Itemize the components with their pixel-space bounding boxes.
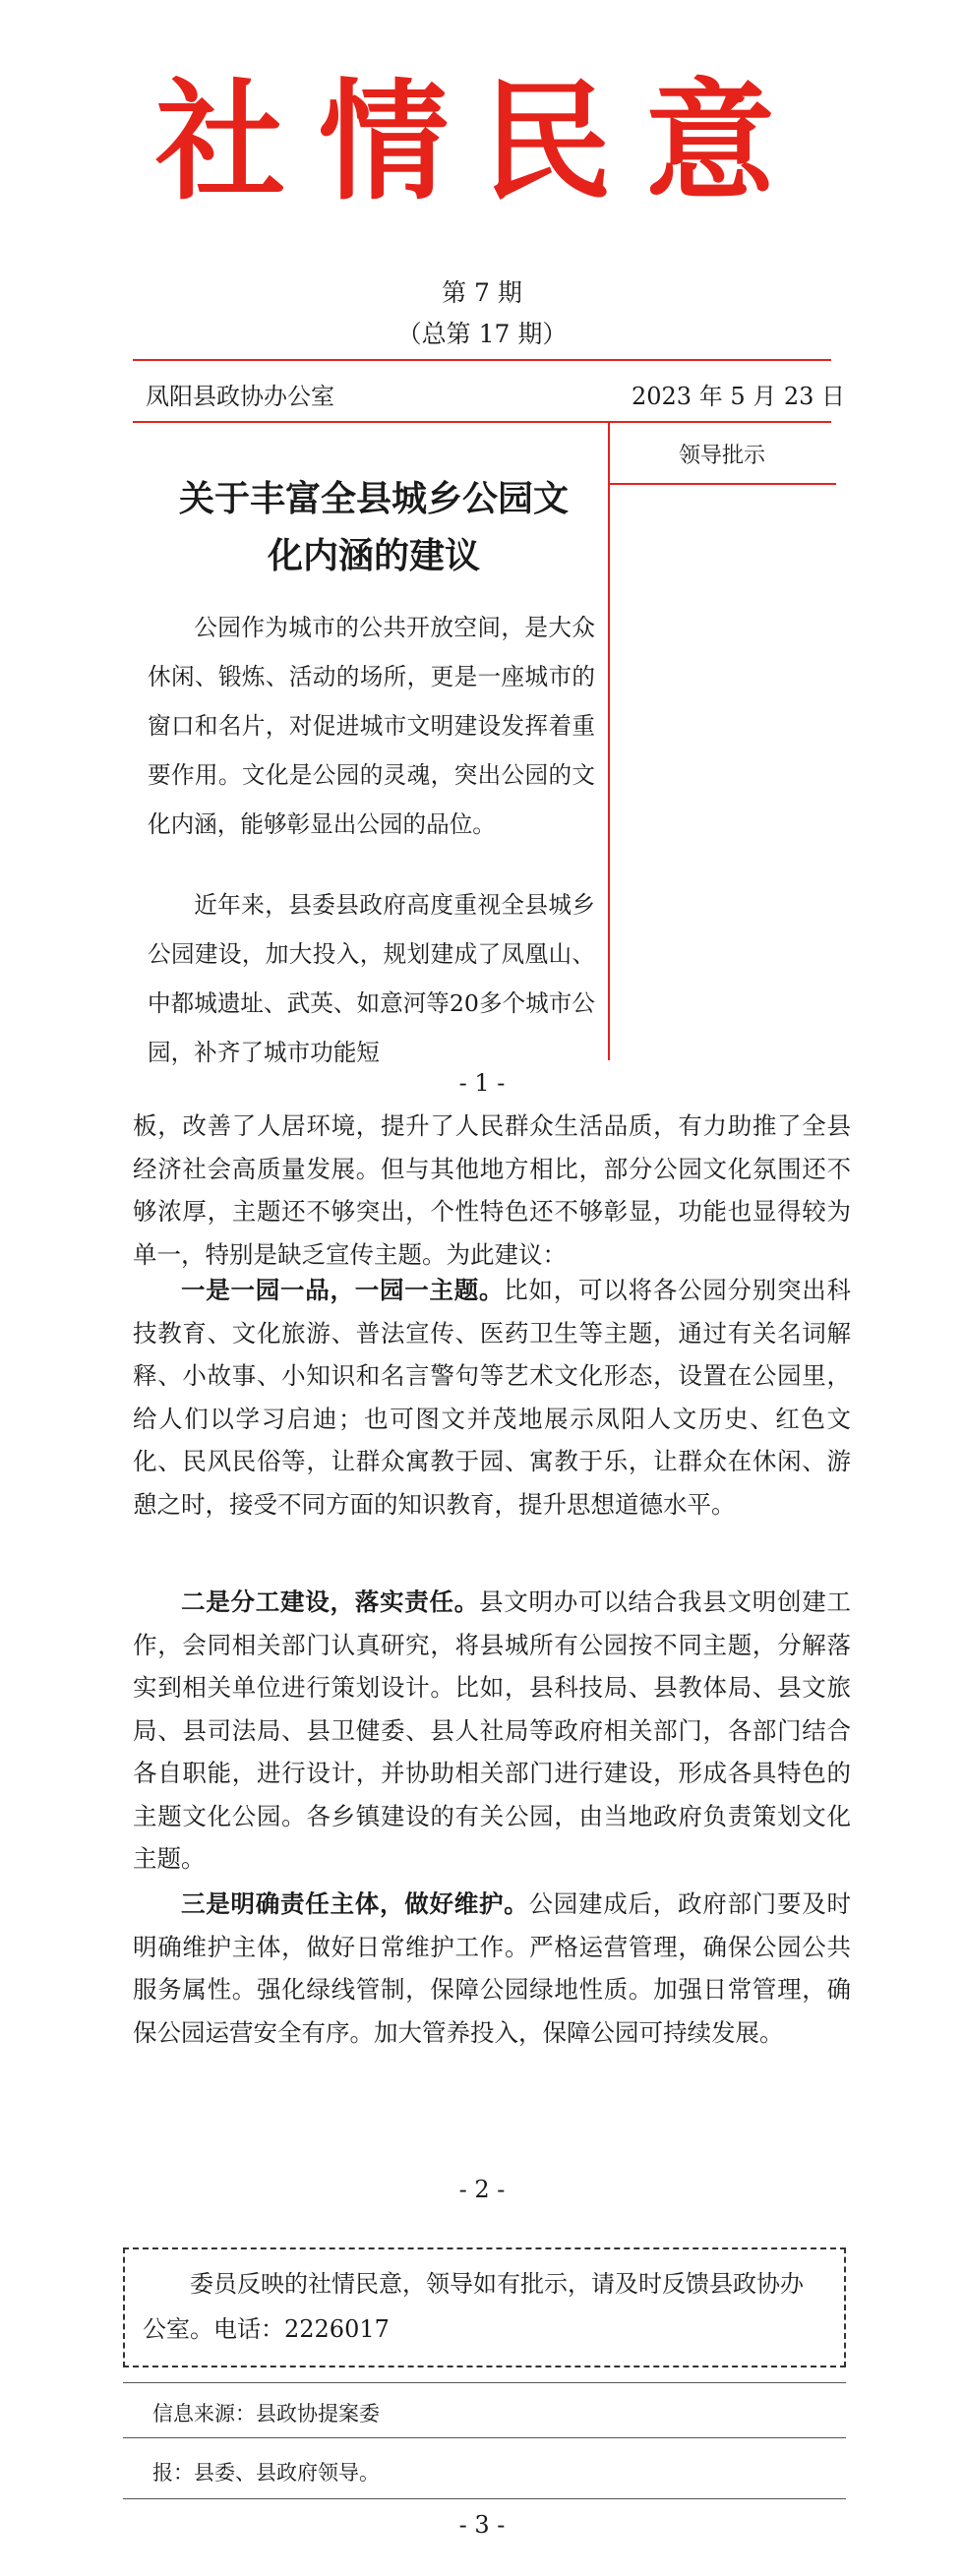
- article-title: [148, 470, 600, 584]
- article-title-line2: 化内涵的建议: [267, 535, 480, 576]
- suggestion-1: [133, 1269, 851, 1526]
- suggestion-3: [133, 1883, 851, 2054]
- suggestion-2-heading: 二是分工建设，落实责任。: [181, 1588, 479, 1616]
- paragraph-2: 近年来，县委县政府高度重视全县城乡公园建设，加大投入，规划建成了凤凰山、中都城遗址、武英、如意河等20多个城市公园，补齐了城市功能短: [148, 891, 595, 1066]
- approval-column-divider: [608, 421, 610, 1060]
- feedback-notice-text: 委员反映的社情民意，领导如有批示，请及时反馈县政协办公室。电话：2226017: [143, 2270, 804, 2343]
- header-bottom-rule: [133, 421, 831, 423]
- suggestion-2-text: 县文明办可以结合我县文明创建工作，会同相关部门认真研究，将县城所有公园按不同主题，分解落实到相关单位进行策划设计。比如，县科技局、县教体局、县文旅局、县司法局、县卫健委、县人社局等政府相关部门，各部门结合各自职能，进行设计，并协助相关部门进行建设，形成各具特色的主题文化公园。各乡镇建设的有关公园，由当地政府负责策划文化主题。: [133, 1588, 851, 1873]
- page-number-3: - 3 -: [458, 2511, 506, 2539]
- issue-total: （总第 17 期）: [396, 320, 568, 348]
- suggestion-1-heading: 一是一园一品，一园一主题。: [181, 1276, 505, 1304]
- suggestion-3-text: 公园建成后，政府部门要及时明确维护主体，做好日常维护工作。严格运营管理，确保公园公共服务属性。强化绿线管制，保障公园绿地性质。加强日常管理，确保公园运营安全有序。加大管养投入，保障公园可持续发展。: [133, 1889, 851, 2047]
- suggestion-3-heading: 三是明确责任主体，做好维护。: [181, 1889, 529, 1918]
- header-date: 2023 年 5 月 23 日: [632, 383, 846, 410]
- approval-label: 领导批示: [679, 444, 766, 468]
- footer-rule-2: [123, 2437, 846, 2438]
- header-org: 凤阳县政协办公室: [146, 383, 334, 410]
- feedback-notice-box: [123, 2247, 846, 2367]
- approval-rule: [608, 483, 836, 485]
- paragraph-1: 公园作为城市的公共开放空间，是大众休闲、锻炼、活动的场所，更是一座城市的窗口和名片，对促进城市文明建设发挥着重要作用。文化是公园的灵魂，突出公园的文化内涵，能够彰显出公园的品位。: [148, 614, 595, 838]
- page-number-1: - 1 -: [458, 1069, 506, 1097]
- article-title-line1: 关于丰富全县城乡公园文: [178, 478, 569, 519]
- suggestion-1-text: 比如，可以将各公园分别突出科技教育、文化旅游、普法宣传、医药卫生等主题，通过有关名词解释、小故事、小知识和名言警句等艺术文化形态，设置在公园里，给人们以学习启迪；也可图文并茂地展示凤阳人文历史、红色文化、民风民俗等，让群众寓教于园、寓教于乐，让群众在休闲、游憩之时，接受不同方面的知识教育，提升思想道德水平。: [133, 1276, 851, 1519]
- footer-rule-1: [123, 2382, 846, 2383]
- suggestion-2: [133, 1581, 851, 1881]
- issue-number: 第 7 期: [442, 278, 522, 307]
- page-number-2: - 2 -: [458, 2176, 506, 2203]
- info-source: 信息来源：县政协提案委: [152, 2402, 380, 2426]
- paragraph-3: 板，改善了人居环境，提升了人民群众生活品质，有力助推了全县经济社会高质量发展。但与其他地方相比，部分公园文化氛围还不够浓厚，主题还不够突出，个性特色还不够彰显，功能也显得较为单一，特别是缺乏宣传主题。为此建议：: [133, 1111, 851, 1269]
- report-to: 报：县委、县政府领导。: [152, 2461, 380, 2485]
- footer-rule-3: [123, 2498, 846, 2499]
- header-top-rule: [133, 359, 831, 361]
- masthead-title: 社情民意: [155, 67, 809, 218]
